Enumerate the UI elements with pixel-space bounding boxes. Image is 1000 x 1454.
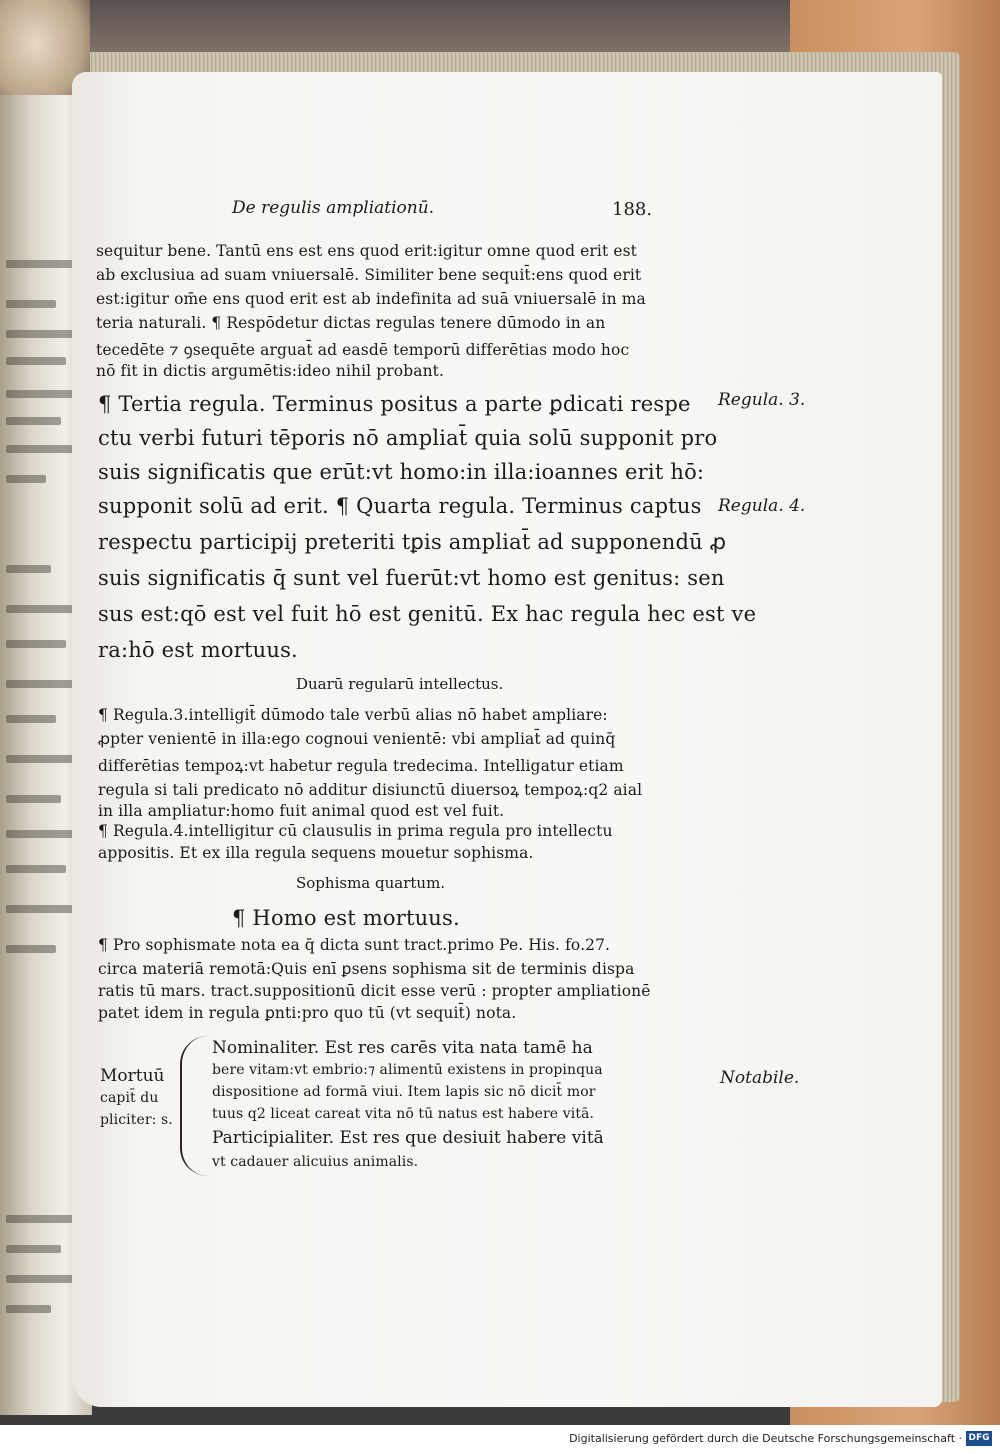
page-number: 188.	[612, 199, 653, 220]
margin-note: Regula. 4.	[718, 496, 806, 516]
text-line: respectu participij preteriti tꝑis ampliat̄ ad supponendū ꝓ	[98, 530, 727, 554]
margin-note: Notabile.	[720, 1068, 800, 1088]
text-line: ctu verbi futuri tēporis nō ampliat̄ quia solū supponit pro	[98, 426, 718, 450]
text-line: ratis tū mars. tract.suppositionū dicit esse verū : propter ampliationē	[98, 982, 651, 1000]
running-head: De regulis ampliationū.	[232, 198, 435, 218]
footer-bar	[0, 1425, 1000, 1454]
text-line: ¶ Pro sophismate nota ea q̄ dicta sunt tract.primo Pe. His. fo.27.	[98, 936, 611, 954]
footer-credit: Digitalisierung gefördert durch die Deutsche Forschungsgemeinschaft ·	[569, 1432, 962, 1445]
text-line: ra:hō est mortuus.	[98, 638, 298, 662]
brace-item: Nominaliter. Est res carēs vita nata tamē ha	[212, 1038, 593, 1058]
subheading: Duarū regularū intellectus.	[296, 675, 504, 693]
brace-label: capit̄ du	[100, 1090, 159, 1106]
text-line: ab exclusiua ad suam vniuersalē. Similiter bene sequit̄:ens quod erit	[96, 266, 642, 284]
brace-label: pliciter: s.	[100, 1112, 173, 1128]
text-line: tecedēte ⁊ ꝯsequēte arguat̄ ad easdē temporū differētias modo hoc	[96, 341, 630, 359]
text-line: sequitur bene. Tantū ens est ens quod erit:igitur omne quod erit est	[96, 242, 638, 260]
text-line: sus est:qō est vel fuit hō est genitū. Ex hac regula hec est ve	[98, 602, 757, 626]
text-line: ¶ Regula.3.intelligit̄ dūmodo tale verbū alias nō habet ampliare:	[98, 706, 608, 724]
text-line: appositis. Et ex illa regula sequens mouetur sophisma.	[98, 844, 534, 862]
curly-brace	[180, 1036, 208, 1176]
text-line: supponit solū ad erit. ¶ Quarta regula. Terminus captus	[98, 494, 702, 518]
text-line: teria naturali. ¶ Respōdetur dictas regulas tenere dūmodo in an	[96, 314, 606, 332]
text-line: patet idem in regula ꝑnti:pro quo tū (vt sequit̄) nota.	[98, 1004, 517, 1022]
text-line: regula si tali predicato nō additur disiunctū diuersoꝝ tempoꝝ:q2 aial	[98, 781, 643, 799]
text-line: ꝓpter venientē in illa:ego cognoui venientē: vbi ampliat̄ ad quinq̄	[98, 730, 616, 748]
dfg-logo: DFG	[966, 1431, 992, 1446]
text-line: circa materiā remotā:Quis enī ꝑsens sophisma sit de terminis dispa	[98, 960, 635, 978]
brace-label: Mortuū	[100, 1066, 165, 1086]
text-line: ¶ Regula.4.intelligitur cū clausulis in prima regula pro intellectu	[98, 822, 613, 840]
margin-note: Regula. 3.	[718, 390, 806, 410]
brace-item: dispositione ad formā viui. Item lapis sic nō dicit̄ mor	[212, 1084, 596, 1100]
brace-item: bere vitam:vt embrio:⁊ alimentū existens in propinqua	[212, 1062, 603, 1078]
brace-item: vt cadauer alicuius animalis.	[212, 1154, 419, 1170]
text-line: est:igitur om̄e ens quod erit est ab indefinita ad suā vniuersalē in ma	[96, 290, 646, 308]
text-line: suis significatis q̄ sunt vel fuerūt:vt homo est genitus: sen	[98, 566, 725, 590]
text-line: nō fit in dictis argumētis:ideo nihil probant.	[96, 362, 445, 380]
text-line: ¶ Tertia regula. Terminus positus a parte ꝑdicati respe	[98, 392, 691, 416]
subheading: Sophisma quartum.	[296, 874, 446, 892]
text-line: differētias tempoꝝ:vt habetur regula tredecima. Intelligatur etiam	[98, 757, 624, 775]
brace-item: Participialiter. Est res que desiuit habere vitā	[212, 1128, 604, 1148]
brace-item: tuus q2 liceat careat vita nō tū natus est habere vitā.	[212, 1106, 595, 1122]
text-line: in illa ampliatur:homo fuit animal quod est vel fuit.	[98, 802, 505, 820]
sophism-heading: ¶ Homo est mortuus.	[232, 906, 460, 930]
text-line: suis significatis que erūt:vt homo:in illa:ioannes erit hō:	[98, 460, 705, 484]
